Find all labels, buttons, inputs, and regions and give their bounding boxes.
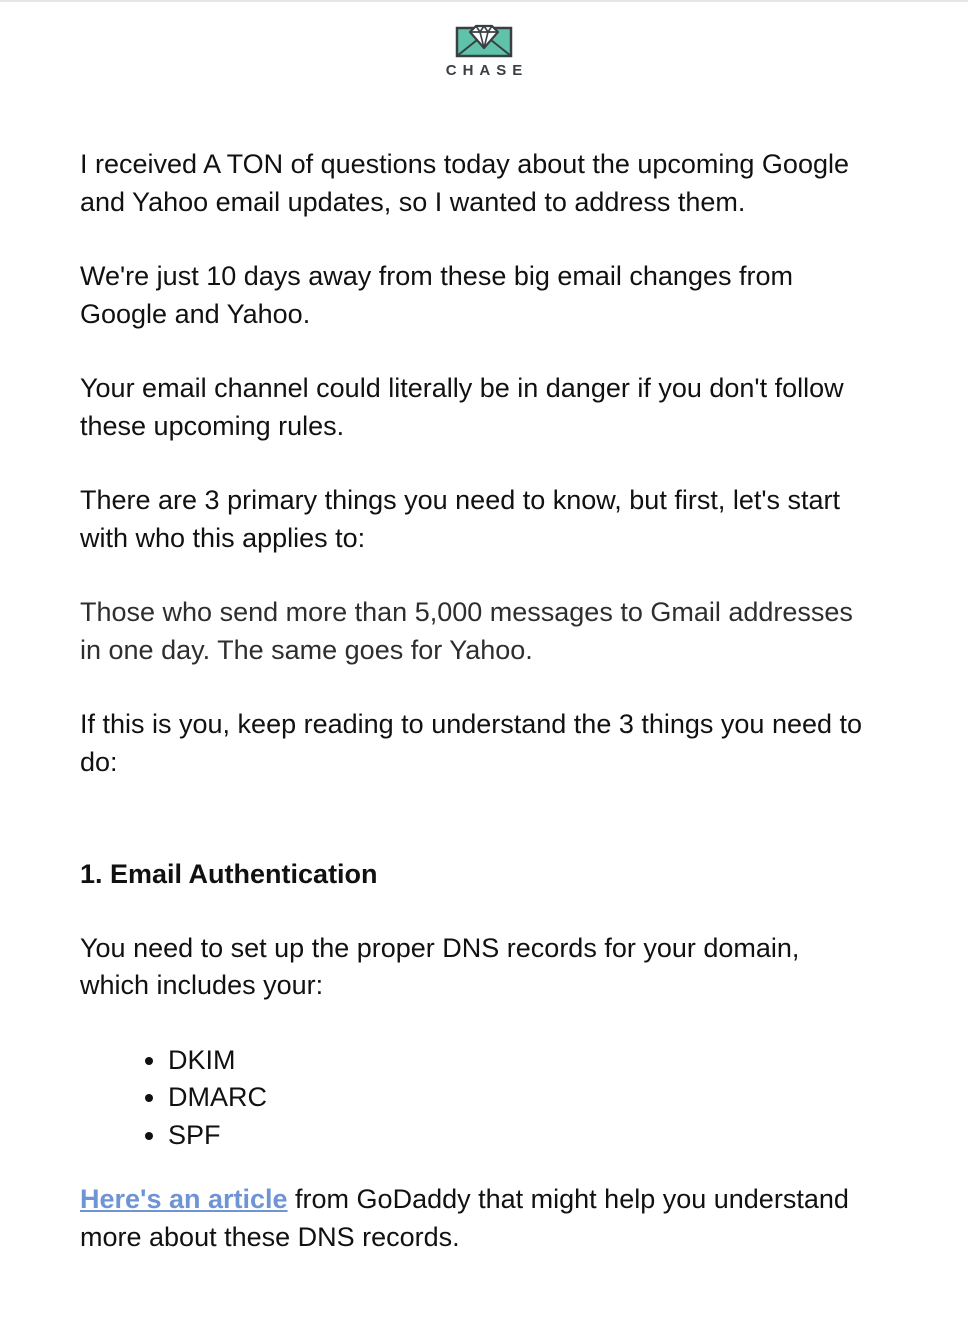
diamond-envelope-icon: [455, 24, 513, 58]
article-description: from GoDaddy that might help you understand more about these DNS records.: [80, 1184, 849, 1252]
section-intro: You need to set up the proper DNS records for your domain, which includes your:: [80, 932, 800, 1000]
keep-reading-paragraph: If this is you, keep reading to understand the 3 things you need to do:: [80, 709, 863, 777]
list-item: • DKIM: [168, 1042, 870, 1080]
list-item: • DMARC: [168, 1079, 870, 1117]
email-body: [80, 146, 870, 1293]
warning-paragraph: Your email channel could literally be in danger if you don't follow these upcoming rules.: [80, 373, 844, 441]
top-divider: [0, 0, 968, 2]
section-heading: 1. Email Authentication: [80, 859, 378, 889]
applies-to-paragraph: There are 3 primary things you need to know, but first, let's start with who this applies to:: [80, 485, 841, 553]
email-header: [0, 24, 968, 79]
criteria-paragraph: Those who send more than 5,000 messages to Gmail addresses in one day. The same goes for Yahoo.: [80, 597, 853, 665]
intro-paragraph: I received A TON of questions today about the upcoming Google and Yahoo email updates, so I wanted to address them.: [80, 149, 849, 217]
list-item: • SPF: [168, 1117, 870, 1155]
dns-record-list: [80, 1042, 870, 1155]
deadline-paragraph: We're just 10 days away from these big email changes from Google and Yahoo.: [80, 261, 793, 329]
brand-wordmark: CHASE: [445, 62, 529, 79]
article-paragraph: [80, 1181, 870, 1256]
article-link[interactable]: Here's an article: [80, 1184, 288, 1214]
